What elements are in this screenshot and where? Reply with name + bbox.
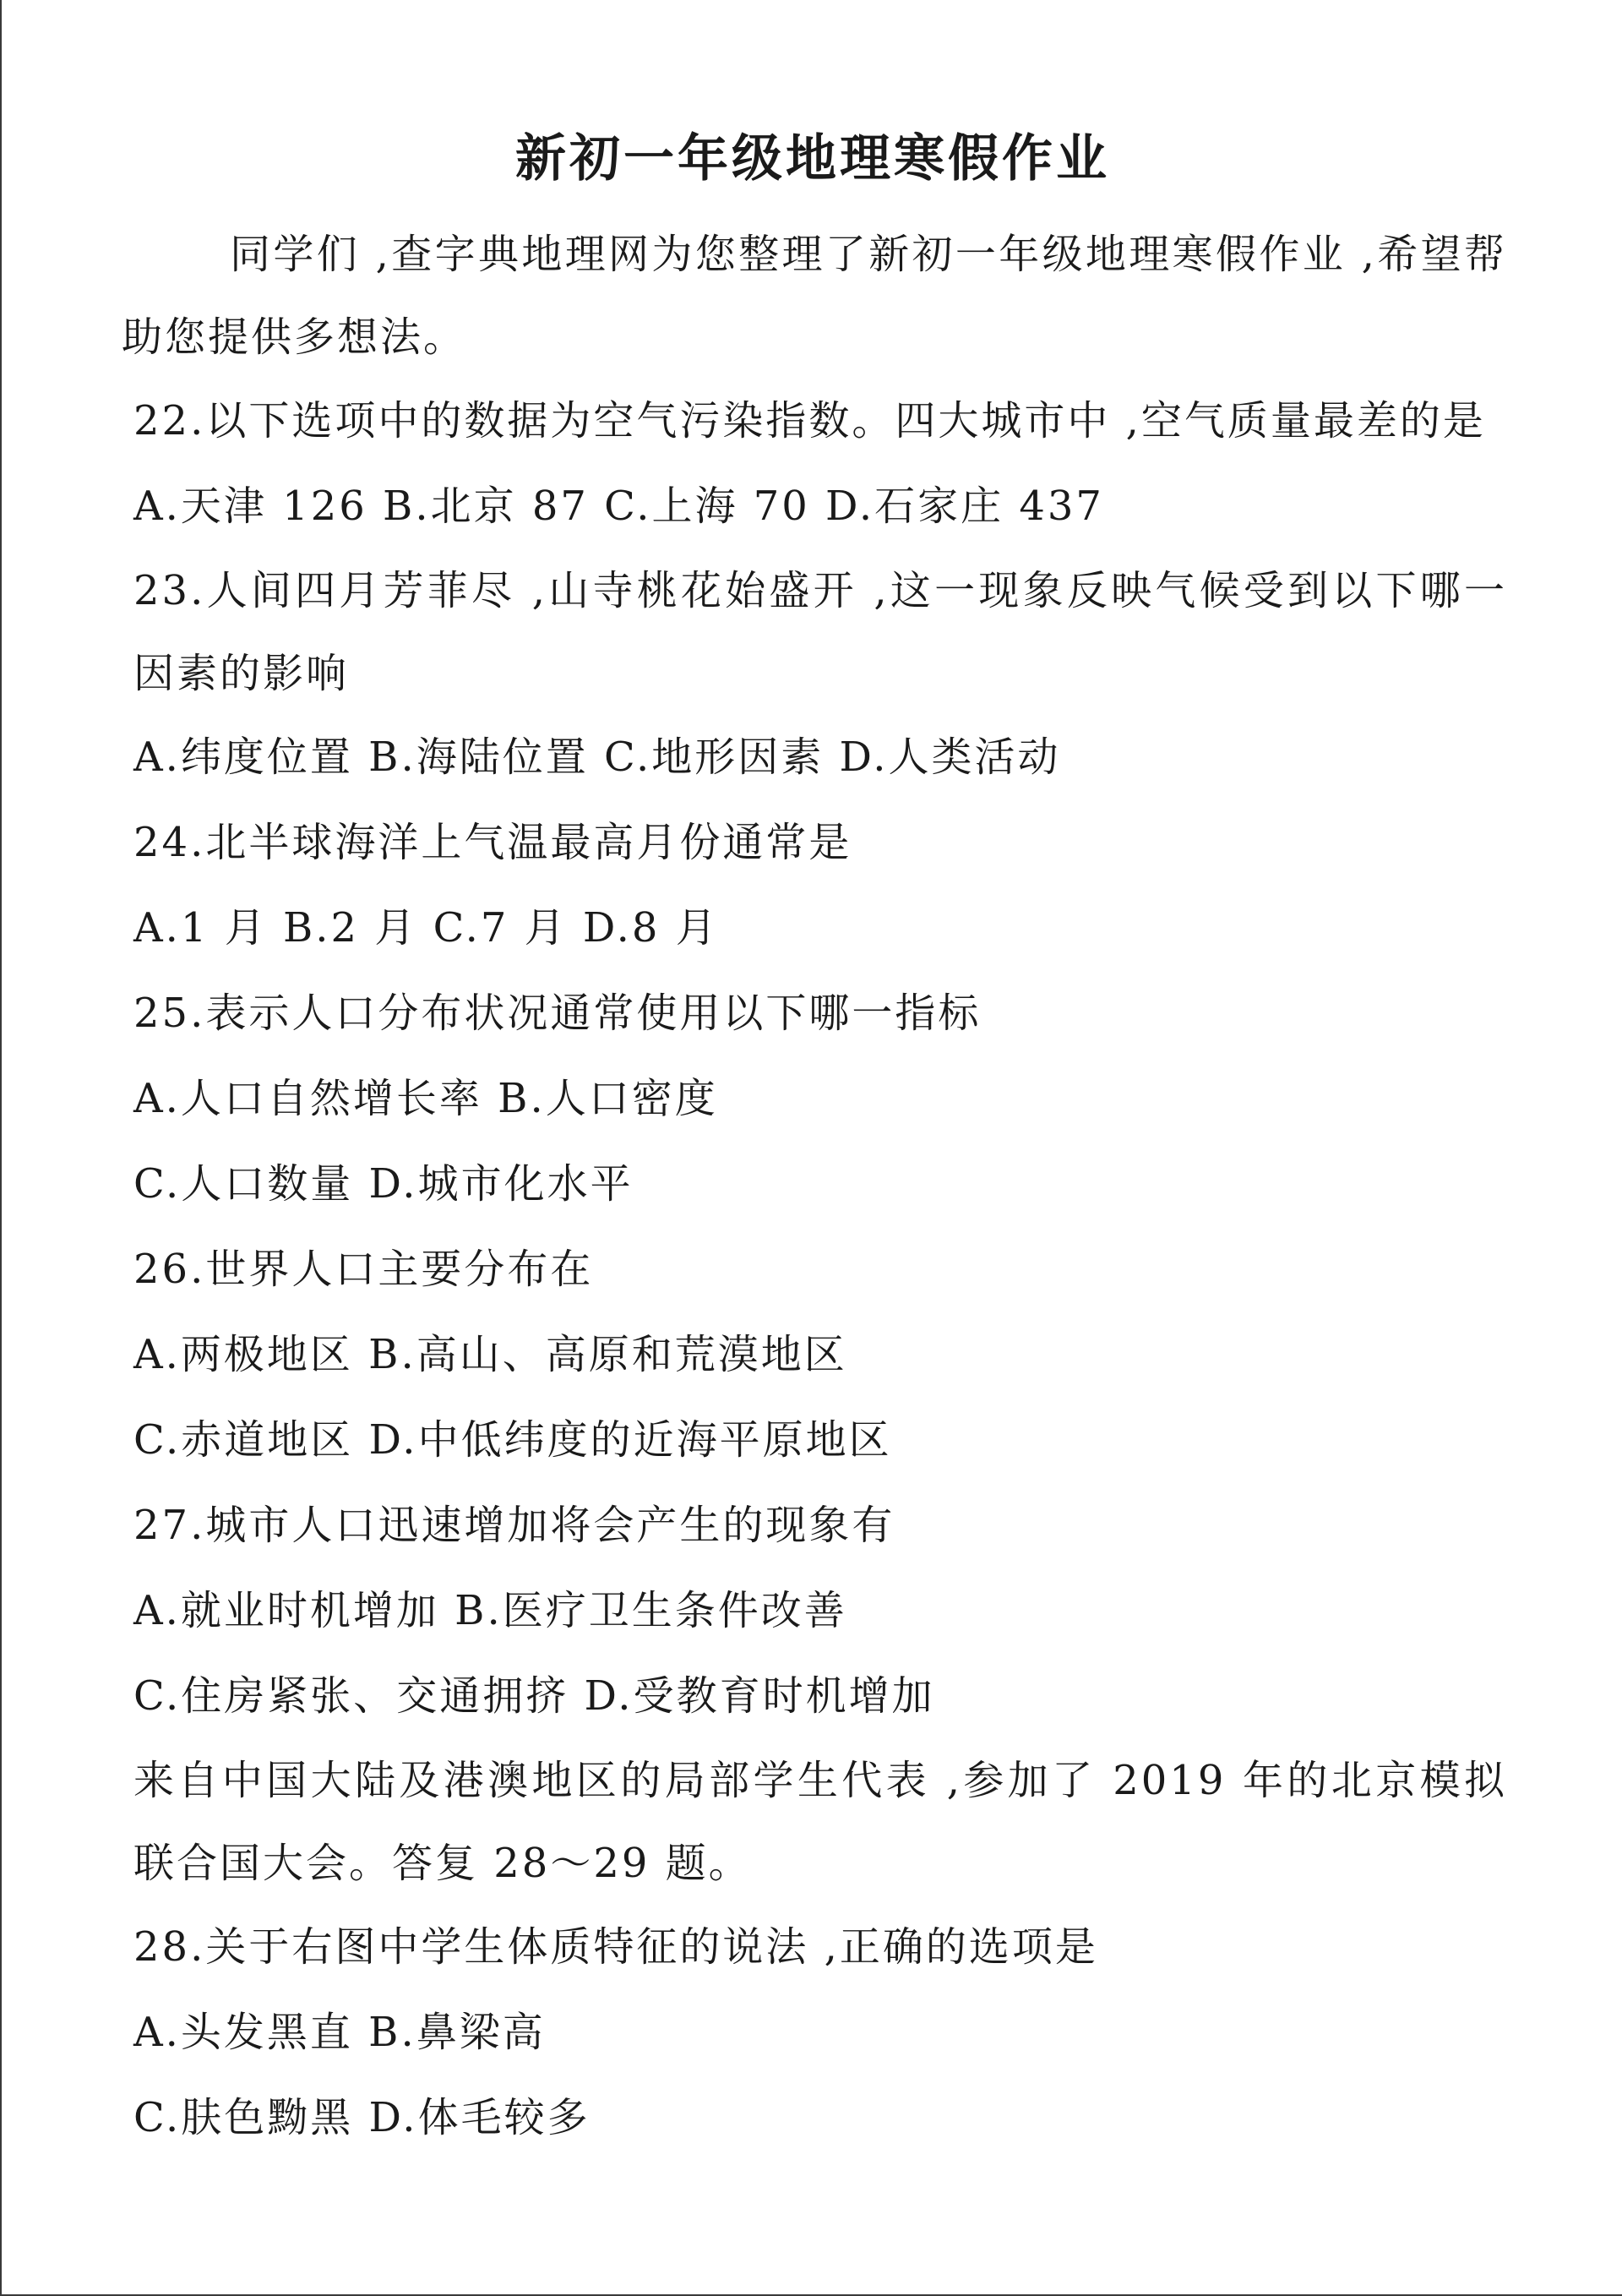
question-26-options-ab: A.两极地区 B.高山、高原和荒漠地区 (133, 1331, 847, 1378)
question-27: 27.城市人口迅速增加将会产生的现象有 (133, 1502, 895, 1549)
question-25-options-ab: A.人口自然增长率 B.人口密度 (133, 1075, 718, 1122)
question-28-options-cd: C.肤色黝黑 D.体毛较多 (133, 2094, 591, 2141)
intro-paragraph: 同学们 ,查字典地理网为您整理了新初一年级地理寒假作业 ,希望帮助您提供多想法。 (122, 231, 1507, 361)
question-25-options-cd: C.人口数量 D.城市化水平 (133, 1160, 634, 1208)
question-26-options-cd: C.赤道地区 D.中低纬度的近海平原地区 (133, 1416, 892, 1464)
question-27-options-ab: A.就业时机增加 B.医疗卫生条件改善 (133, 1587, 847, 1634)
question-28: 28.关于右图中学生体质特征的说法 ,正确的选项是 (133, 1923, 1098, 1971)
question-24: 24.北半球海洋上气温最高月份通常是 (133, 819, 852, 866)
question-28-options-ab: A.头发黑直 B.鼻梁高 (133, 2009, 546, 2056)
question-22-options: A.天津 126 B.北京 87 C.上海 70 D.石家庄 437 (133, 483, 1104, 530)
question-27-options-cd: C.住房紧张、交通拥挤 D.受教育时机增加 (133, 1672, 935, 1720)
document-title: 新初一年级地理寒假作业 (515, 129, 1110, 188)
context-paragraph: 来自中国大陆及港澳地区的局部学生代表 ,参加了 2019 年的北京模拟联合国大会。答复 28～29 题。 (133, 1757, 1507, 1887)
question-23: 23.人间四月芳菲尽 ,山寺桃花始盛开 ,这一现象反映气候受到以下哪一因素的影响 (133, 567, 1507, 697)
question-23-options: A.纬度位置 B.海陆位置 C.地形因素 D.人类活动 (133, 734, 1061, 781)
question-22: 22.以下选项中的数据为空气污染指数。四大城市中 ,空气质量最差的是 (133, 397, 1486, 444)
question-24-options: A.1 月 B.2 月 C.7 月 D.8 月 (133, 904, 719, 952)
question-25: 25.表示人口分布状况通常使用以下哪一指标 (133, 990, 982, 1037)
question-26: 26.世界人口主要分布在 (133, 1246, 594, 1293)
document-body (122, 213, 1507, 2161)
